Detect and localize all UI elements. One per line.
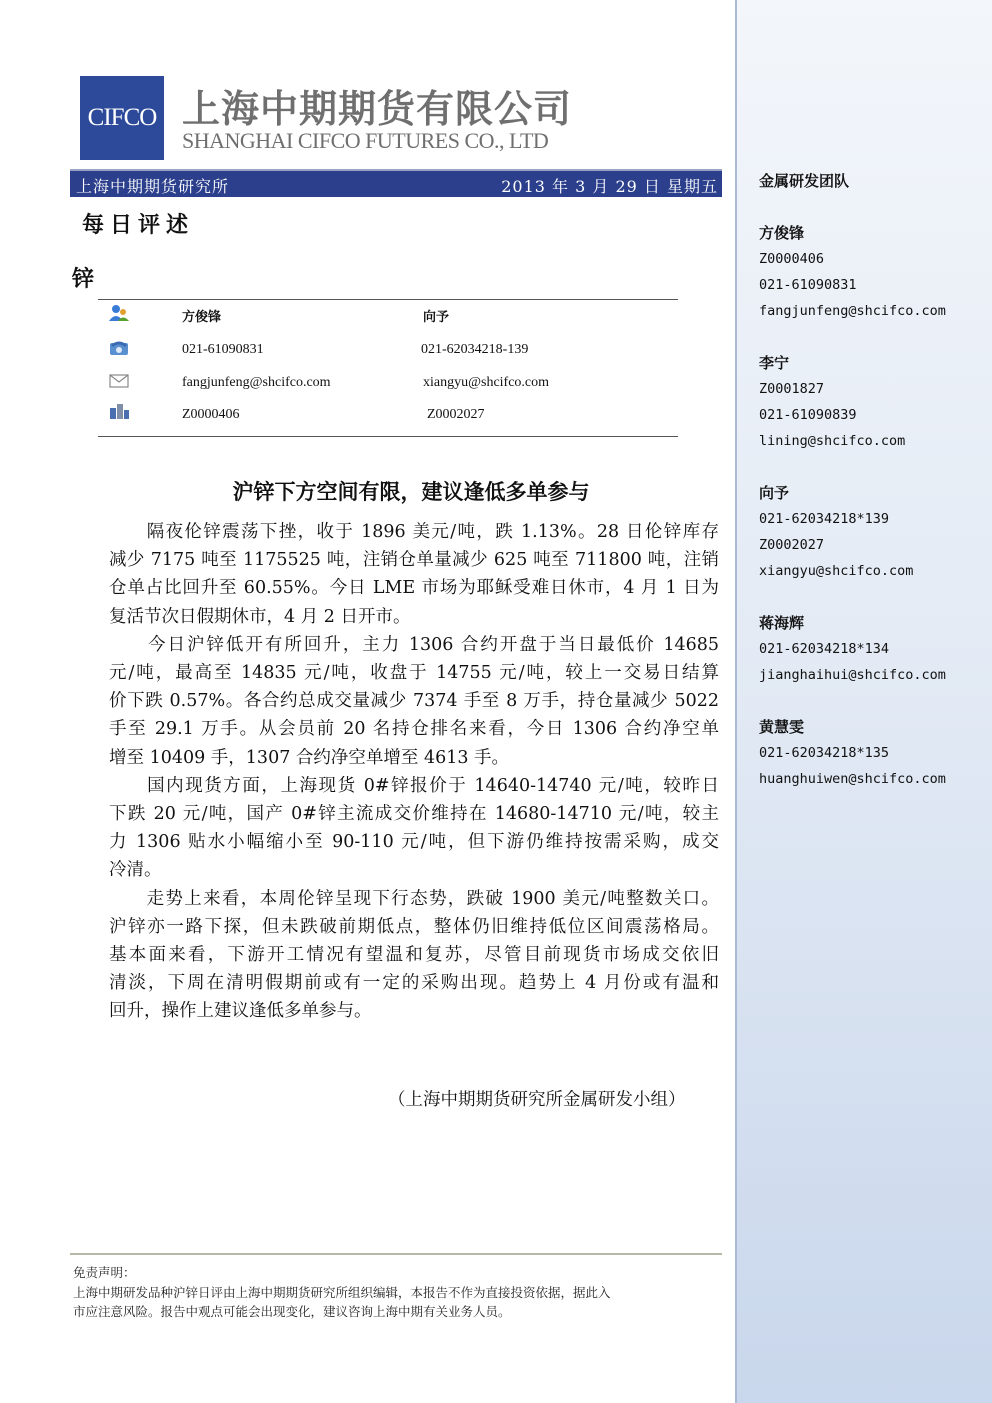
disclaimer-line-2: 市应注意风险。报告中观点可能会出现变化，建议咨询上海中期有关业务人员。 bbox=[73, 1304, 511, 1319]
team-title: 金属研发团队 bbox=[759, 172, 850, 190]
member-email[interactable]: fangjunfeng@shcifco.com bbox=[759, 303, 946, 319]
article-line: 增至 10409 手，1307 合约净空单增至 4613 手。 bbox=[109, 747, 510, 768]
article-signoff: （上海中期期货研究所金属研发小组） bbox=[388, 1090, 686, 1110]
article-line: 隔夜伦锌震荡下挫，收于 1896 美元/吨，跌 1.13%。28 日伦锌库存 bbox=[109, 522, 719, 542]
article-line: 国内现货方面，上海现货 0#锌报价于 14640-14740 元/吨，较昨日 bbox=[109, 775, 719, 796]
article-line: 冷清。 bbox=[109, 860, 162, 881]
contact-table-bottom-rule bbox=[98, 436, 678, 437]
building-icon bbox=[108, 402, 130, 420]
contact-phone-2: 021-62034218-139 bbox=[421, 342, 529, 357]
sidebar-member-5 bbox=[759, 714, 946, 792]
article-line: 力 1306 贴水小幅缩小至 90-110 元/吨，但下游仍维持按需采购，成交 bbox=[109, 832, 719, 853]
article-line: 下跌 20 元/吨，国产 0#锌主流成交价维持在 14680-14710 元/吨，较主 bbox=[109, 804, 719, 824]
contact-table-top-rule bbox=[98, 299, 678, 300]
commodity-title: 锌 bbox=[72, 266, 95, 292]
member-phone: 021-62034218*139 bbox=[759, 511, 890, 527]
article-line: 基本面来看，下游开工情况有望温和复苏，尽管目前现货市场成交依旧 bbox=[109, 945, 719, 965]
contact-id-1: Z0000406 bbox=[182, 407, 240, 422]
contact-name-2: 向予 bbox=[423, 310, 450, 325]
sidebar-member-1 bbox=[759, 220, 946, 324]
member-name: 向予 bbox=[759, 484, 790, 502]
member-email[interactable]: xiangyu@shcifco.com bbox=[759, 563, 914, 579]
person-icon bbox=[108, 304, 130, 322]
member-phone: 021-62034218*135 bbox=[759, 745, 890, 761]
contact-email-2[interactable]: xiangyu@shcifco.com bbox=[423, 375, 550, 390]
report-date: 2013 年 3 月 29 日 星期五 bbox=[501, 177, 718, 196]
member-id: Z0001827 bbox=[759, 381, 825, 397]
company-name-cn: 上海中期期货有限公司 bbox=[182, 87, 573, 131]
contact-email-1[interactable]: fangjunfeng@shcifco.com bbox=[182, 375, 331, 390]
member-phone: 021-62034218*134 bbox=[759, 641, 890, 657]
article-headline: 沪锌下方空间有限，建议逢低多单参与 bbox=[232, 479, 590, 504]
contact-name-1: 方俊锋 bbox=[182, 310, 222, 325]
article-line: 价下跌 0.57%。各合约总成交量减少 7374 手至 8 万手，持仓量减少 5022 bbox=[109, 691, 719, 712]
article-line: 复活节次日假期休市，4 月 2 日开市。 bbox=[109, 606, 411, 627]
member-name: 李宁 bbox=[759, 354, 790, 372]
logo-mark: CIFCO bbox=[87, 104, 157, 131]
phone-icon bbox=[108, 339, 130, 357]
article-line: 清淡，下周在清明假期前或有一定的采购出现。趋势上 4 月份或有温和 bbox=[109, 973, 719, 994]
member-id: Z0000406 bbox=[759, 251, 825, 267]
article-line: 仓单占比回升至 60.55%。今日 LME 市场为耶稣受难日休市，4 月 1 日为 bbox=[109, 578, 719, 599]
article-line: 今日沪锌低开有所回升，主力 1306 合约开盘于当日最低价 14685 bbox=[109, 634, 719, 655]
member-email[interactable]: lining@shcifco.com bbox=[759, 433, 906, 449]
article-line: 沪锌亦一路下探，但未跌破前期低点，整体仍旧维持低位区间震荡格局。 bbox=[109, 916, 719, 937]
contact-phone-1: 021-61090831 bbox=[182, 342, 264, 357]
research-team-sidebar bbox=[735, 0, 992, 1403]
member-email[interactable]: huanghuiwen@shcifco.com bbox=[759, 771, 946, 787]
member-email[interactable]: jianghaihui@shcifco.com bbox=[759, 667, 946, 683]
mail-icon bbox=[108, 372, 130, 390]
disclaimer-title: 免责声明： bbox=[73, 1265, 136, 1280]
disclaimer-line-1: 上海中期研发品种沪锌日评由上海中期期货研究所组织编辑，本报告不作为直接投资依据，据此入 bbox=[73, 1285, 611, 1300]
contact-id-2: Z0002027 bbox=[427, 407, 485, 422]
article-line: 回升，操作上建议逢低多单参与。 bbox=[109, 1001, 372, 1022]
sidebar-member-3 bbox=[759, 480, 913, 584]
member-phone: 021-61090831 bbox=[759, 277, 857, 293]
company-logo bbox=[80, 76, 164, 160]
member-name: 蒋海辉 bbox=[759, 614, 805, 632]
header-bar bbox=[70, 169, 722, 197]
disclaimer-rule bbox=[70, 1253, 722, 1255]
report-type: 每日评述 bbox=[82, 212, 195, 238]
member-name: 方俊锋 bbox=[759, 224, 805, 242]
article-line: 减少 7175 吨至 1175525 吨，注销仓单量减少 625 吨至 711800 吨，注销 bbox=[109, 550, 719, 571]
member-id: Z0002027 bbox=[759, 537, 825, 553]
article-line: 走势上来看，本周伦锌呈现下行态势，跌破 1900 美元/吨整数关口。 bbox=[109, 888, 719, 909]
sidebar-member-2 bbox=[759, 350, 905, 454]
member-name: 黄慧雯 bbox=[759, 718, 805, 736]
institute-name: 上海中期期货研究所 bbox=[76, 177, 230, 196]
member-phone: 021-61090839 bbox=[759, 407, 857, 423]
company-name-en: SHANGHAI CIFCO FUTURES CO., LTD bbox=[182, 128, 549, 153]
article-line: 手至 29.1 万手。从会员前 20 名持仓排名来看，今日 1306 合约净空单 bbox=[109, 719, 719, 740]
article-line: 元/吨，最高至 14835 元/吨，收盘于 14755 元/吨，较上一交易日结算 bbox=[109, 663, 719, 683]
sidebar-member-4 bbox=[759, 610, 946, 688]
